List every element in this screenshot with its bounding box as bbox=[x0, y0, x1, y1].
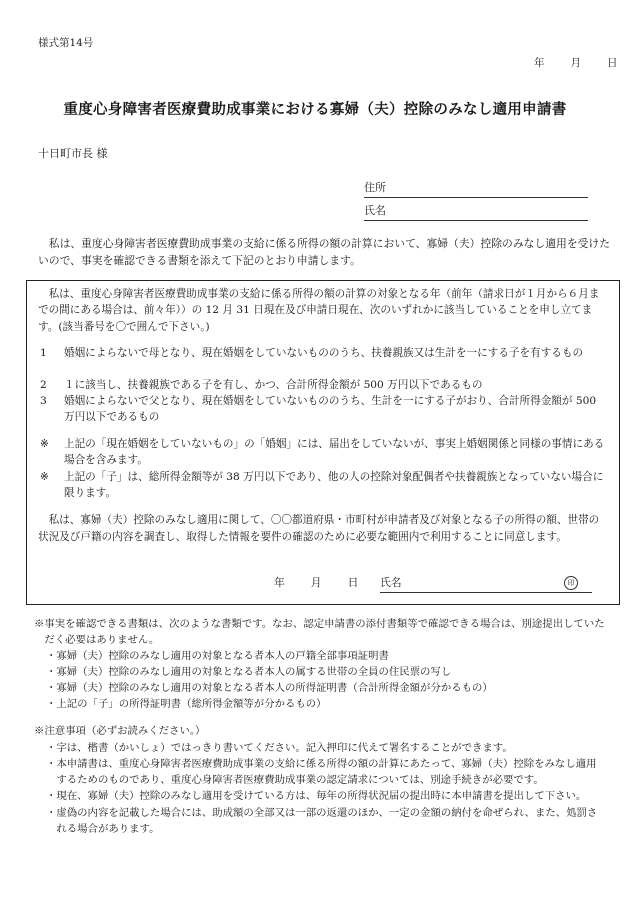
intro-paragraph: 私は、重度心身障害者医療費助成事業の支給に係る所得の額の計算において、寡婦（夫）控除のみなし適用を受けたいので、事実を確認できる書類を添えて下記のとおり申請します。 bbox=[38, 237, 611, 268]
declaration-text: 私は、重度心身障害者医療費助成事業の支給に係る所得の額の計算の対象となる年（前年（請求日が１月から６月までの間にある場合は、前々年））の 12 月 31 日現在及び申請日現在、次のいずれかに該当していることを申し立てます。(該当番号を〇で囲んで下さい。) bbox=[38, 288, 600, 333]
date-day-label: 日 bbox=[607, 57, 618, 69]
list-item: ・虚偽の内容を記載した場合には、助成額の全部又は一部の返還のほか、一定の金額の納付を命ぜられ、また、処罰される場合があります。 bbox=[46, 806, 598, 835]
applicant-name-label: 氏名 bbox=[364, 204, 386, 217]
option-item-2[interactable] bbox=[40, 377, 606, 393]
application-date bbox=[508, 56, 618, 71]
sign-month-label: 月 bbox=[310, 576, 322, 589]
option-text: １に該当し、扶養親族である子を有し、かつ、合計所得金額が 500 万円以下であるもの bbox=[64, 379, 483, 391]
list-item: ・字は、楷書（かいしょ）ではっきり書いてください。記入押印に代えて署名することができます。 bbox=[46, 742, 513, 754]
list-item: ・寡婦（夫）控除のみなし適用の対象となる者本人の戸籍全部事項証明書 bbox=[46, 650, 389, 662]
cautions-title: ※注意事項（必ずお読みください。） bbox=[34, 725, 206, 737]
option-item-3[interactable] bbox=[40, 393, 606, 426]
declaration-note-1 bbox=[40, 436, 606, 469]
applicant-name-field[interactable] bbox=[364, 203, 588, 221]
note-mark: ※ bbox=[40, 438, 49, 450]
list-item: ・本申請書は、重度心身障害者医療費助成事業の支給に係る所得の額の計算にあたって、寡婦（夫）控除をみなし適用するためのものであり、重度心身障害者医療費助成事業の認定請求については、別途手続きが必要です。 bbox=[46, 758, 597, 787]
option-number: 1 bbox=[40, 347, 47, 359]
option-text: 婚姻によらないで母となり、現在婚姻をしていないもののうち、扶養親族又は生計を一にする子を有するもの bbox=[64, 347, 584, 359]
applicant-address-field[interactable] bbox=[364, 180, 588, 198]
note-text: 上記の「子」は、総所得金額等が 38 万円以下であり、他の人の控除対象配偶者や扶養親族となっていない場合に限ります。 bbox=[64, 471, 604, 500]
sign-day-label: 日 bbox=[347, 576, 359, 589]
documents-note: ※事実を確認できる書類は、次のような書類です。なお、認定申請書の添付書類等で確認できる場合は、別途提出していただく必要はありません。 bbox=[34, 618, 605, 647]
list-item: ・上記の「子」の所得証明書（総所得金額等が分かるもの） bbox=[46, 698, 327, 711]
sign-year-label: 年 bbox=[274, 576, 285, 589]
option-item-1[interactable] bbox=[40, 345, 606, 361]
cautions-list bbox=[46, 740, 606, 837]
option-text: 婚姻によらないで父となり、現在婚姻をしていないもののうち、生計を一にする子がおり、合計所得金額が 500 万円以下であるもの bbox=[64, 395, 597, 424]
option-number: 2 bbox=[40, 379, 47, 391]
list-item: ・現在、寡婦（夫）控除のみなし適用を受けている方は、毎年の所得状況届の提出時に本申請書を提出して下さい。 bbox=[46, 790, 587, 803]
applicant-address-label: 住所 bbox=[364, 181, 386, 194]
declaration-note-2 bbox=[40, 469, 606, 502]
form-number: 様式第14号 bbox=[38, 37, 94, 49]
option-number: 3 bbox=[40, 395, 47, 407]
date-month-label: 月 bbox=[570, 57, 581, 69]
sign-name-label: 氏名 bbox=[380, 576, 402, 589]
addressee: 十日町市長 様 bbox=[38, 147, 108, 160]
note-text: 上記の「現在婚姻をしていないもの」の「婚姻」には、届出をしていないが、事実上婚姻関係と同様の事情にある場合を含みます。 bbox=[64, 438, 605, 467]
list-item: ・寡婦（夫）控除のみなし適用の対象となる者本人の属する世帯の全員の住民票の写し bbox=[46, 666, 452, 679]
document-title: 重度心身障害者医療費助成事業における寡婦（夫）控除のみなし適用申請書 bbox=[63, 101, 567, 118]
consent-paragraph: 私は、寡婦（夫）控除のみなし適用に関して、〇〇都道府県・市町村が申請者及び対象となる子の所得の額、世帯の状況及び戸籍の内容を調査し、取得した情報を要件の確認のために必要な範囲内で利用することに同意します。 bbox=[38, 514, 600, 543]
documents-list bbox=[46, 648, 606, 713]
signature-date bbox=[274, 575, 358, 591]
date-year-label: 年 bbox=[534, 57, 545, 69]
signature-name-field[interactable] bbox=[380, 575, 592, 593]
list-item: ・寡婦（夫）控除のみなし適用の対象となる者本人の所得証明書（合計所得金額が分かるもの） bbox=[46, 682, 493, 695]
seal-mark-icon: 印 bbox=[564, 576, 578, 590]
note-mark: ※ bbox=[40, 471, 49, 483]
